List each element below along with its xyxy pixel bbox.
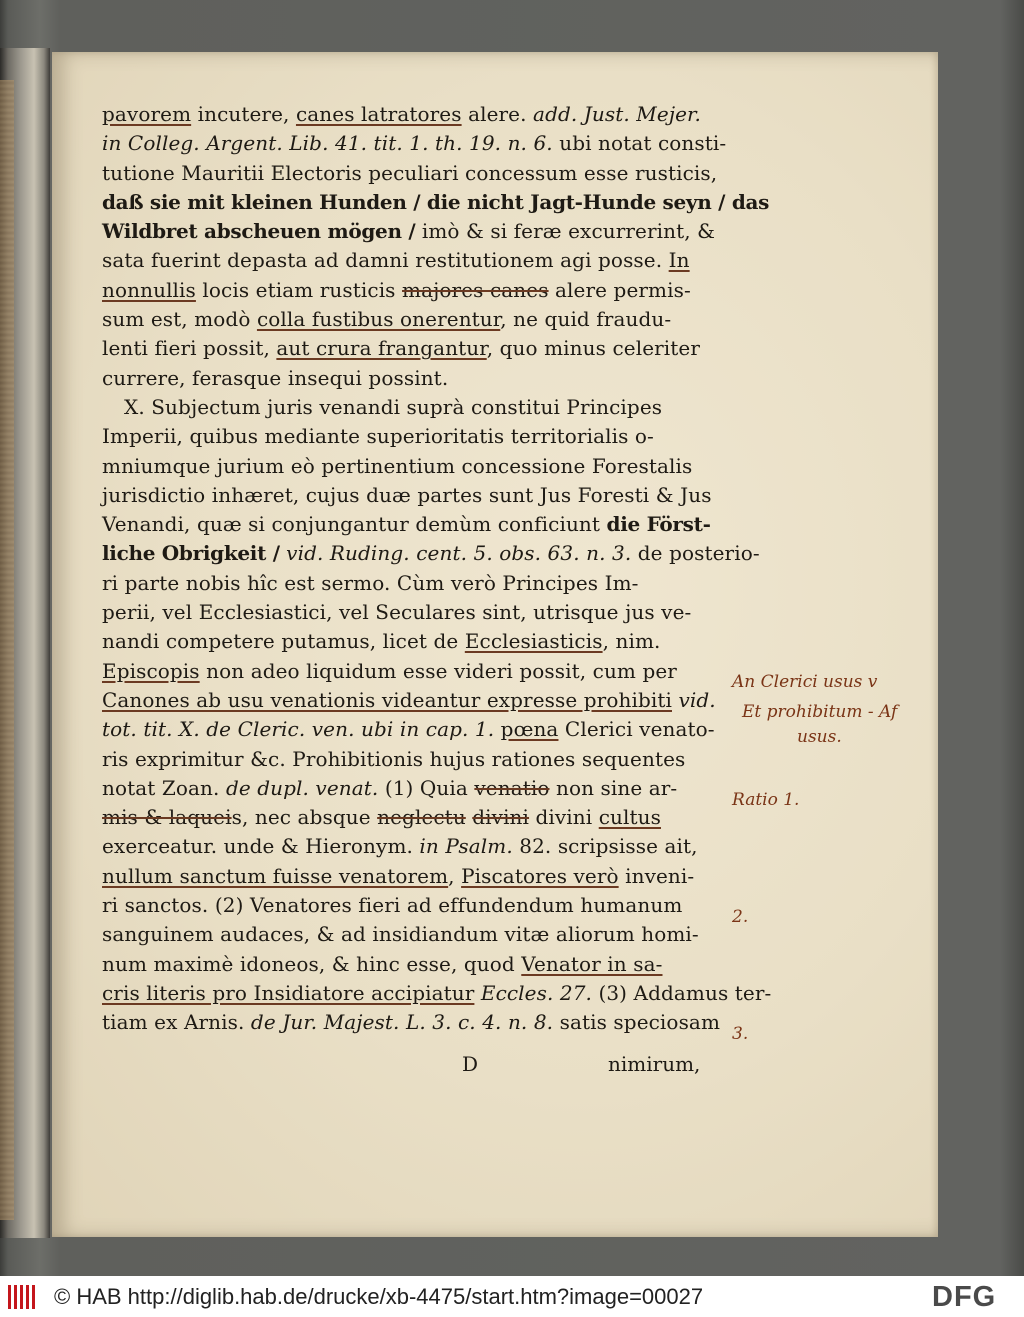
text-segment: inveni- — [618, 863, 695, 888]
text-segment: notat Zoan. — [102, 775, 226, 800]
text-segment: sata fuerint depasta ad damni restitutionem agi posse. — [102, 248, 669, 273]
text-segment: alere. — [461, 102, 534, 126]
margin-note: An Clerici usus v — [732, 672, 878, 692]
text-segment: divini — [472, 805, 530, 830]
text-segment: liche Obrigkeit / — [102, 541, 280, 566]
text-line — [102, 891, 762, 920]
text-segment: nandi competere putamus, licet de — [102, 629, 465, 654]
text-segment: (1) Quia — [378, 775, 475, 800]
text-line — [102, 129, 762, 158]
text-segment: currere, ferasque insequi possint. — [102, 365, 449, 390]
text-line — [102, 159, 762, 188]
text-segment: satis speciosam — [553, 1010, 721, 1035]
text-segment: exerceatur. unde & Hieronym. — [102, 834, 420, 859]
text-segment: Venandi, quæ si conjungantur demùm conficiunt — [102, 512, 607, 537]
text-segment: sanguinem audaces, & ad insidiandum vitæ aliorum homi- — [102, 922, 699, 947]
text-segment: de Jur. Majest. L. 3. c. 4. n. 8. — [250, 1010, 554, 1035]
margin-note: usus. — [797, 727, 842, 747]
text-segment: ri sanctos. (2) Venatores fieri ad effundendum humanum — [102, 893, 683, 918]
text-line — [102, 510, 762, 539]
text-segment: Piscatores verò — [461, 863, 619, 888]
text-segment: Eccles. 27. — [474, 980, 592, 1005]
text-segment: perii, vel Ecclesiastici, vel Seculares sint, utrisque jus ve- — [102, 600, 692, 625]
text-segment: add. Just. Mejer. — [533, 102, 701, 126]
binding-strip — [0, 80, 14, 1220]
text-segment: cultus — [598, 805, 661, 830]
text-line — [102, 774, 762, 803]
text-line — [102, 979, 772, 1008]
text-segment: X. Subjectum juris venandi suprà constitui Principes — [124, 394, 663, 419]
text-segment: cris literis pro Insidiatore accipiatur — [102, 980, 475, 1005]
text-segment: , ne quid fraudu- — [500, 307, 672, 332]
text-segment: Canones ab usu venationis videantur expresse prohibiti — [102, 687, 672, 712]
text-line — [102, 334, 762, 363]
text-segment: aut crura frangantur — [276, 336, 487, 361]
text-line — [102, 950, 762, 979]
text-line — [102, 569, 762, 598]
viewer-footer — [0, 1276, 1024, 1317]
text-line — [102, 276, 762, 305]
text-segment: divini — [529, 805, 599, 830]
text-segment: , quo minus celeriter — [486, 336, 701, 361]
text-segment: (3) Addamus ter- — [591, 980, 772, 1005]
text-segment: sum est, modò — [102, 307, 257, 332]
text-line — [102, 393, 762, 422]
hab-logo-icon — [8, 1285, 38, 1309]
text-line — [102, 686, 762, 715]
text-segment: neglectu — [377, 805, 466, 830]
text-segment: num maximè idoneos, & hinc esse, quod — [102, 951, 522, 976]
text-segment: imò & si feræ excurrerint, & — [415, 219, 716, 244]
text-segment: incutere, — [191, 102, 296, 126]
text-segment: s, nec absque — [231, 805, 378, 830]
text-line — [102, 627, 762, 656]
text-segment: in Psalm. — [419, 834, 513, 859]
text-segment: 82. scripsisse ait, — [512, 834, 698, 859]
text-segment: , — [448, 863, 462, 888]
text-segment: ri parte nobis hîc est sermo. Cùm verò Principes Im- — [102, 570, 639, 595]
text-line — [102, 452, 762, 481]
margin-note: Ratio 1. — [732, 790, 800, 810]
text-segment: jurisdictio inhæret, cujus duæ partes sunt Jus Foresti & Jus — [102, 482, 712, 507]
text-line — [102, 657, 762, 686]
text-segment: Imperii, quibus mediante superioritatis territorialis o- — [102, 424, 654, 449]
text-line — [102, 1008, 762, 1037]
text-segment: non adeo liquidum esse videri possit, cum per — [199, 658, 677, 683]
catchword: nimirum, — [608, 1052, 701, 1076]
text-segment: mis & laquei — [102, 805, 232, 830]
text-segment: de dupl. venat. — [225, 775, 379, 800]
text-segment: tot. tit. X. de Cleric. ven. ubi in cap. 1. — [102, 717, 495, 742]
text-segment: de posterio- — [631, 541, 760, 566]
text-segment: pœna — [500, 717, 559, 742]
text-line — [102, 832, 762, 861]
text-segment: In — [668, 248, 690, 273]
text-segment: vid. — [672, 687, 716, 712]
book-page — [52, 52, 938, 1237]
text-segment: Ecclesiasticis — [464, 629, 603, 654]
text-line — [102, 246, 762, 275]
source-credit-link[interactable]: © HAB http://diglib.hab.de/drucke/xb-4475/start.htm?image=00027 — [54, 1284, 704, 1309]
text-segment: nonnullis — [102, 277, 196, 302]
text-line — [102, 217, 762, 246]
text-segment: pavorem — [102, 102, 192, 126]
text-segment: tiam ex Arnis. — [102, 1010, 251, 1035]
text-line — [102, 539, 762, 568]
text-segment: non sine ar- — [549, 775, 678, 800]
text-segment: venatio — [474, 775, 550, 800]
text-segment: locis etiam rusticis — [195, 277, 403, 302]
margin-note: Et prohibitum - Af — [742, 702, 898, 722]
text-line — [102, 188, 770, 217]
text-segment: tutione Mauritii Electoris peculiari concessum esse rusticis, — [102, 160, 718, 185]
text-segment: ubi notat consti- — [552, 131, 727, 156]
text-segment: alere permis- — [548, 277, 691, 302]
text-line — [102, 364, 762, 393]
text-line — [102, 100, 762, 129]
text-segment: Venator in sa- — [521, 951, 663, 976]
signature-mark: D — [462, 1052, 479, 1076]
page-footer-marks — [102, 1052, 742, 1082]
dfg-logo: DFG — [932, 1281, 997, 1313]
text-segment: die Först- — [606, 512, 711, 537]
text-segment: ris exprimitur &c. Prohibitionis hujus rationes sequentes — [102, 746, 686, 771]
text-segment: canes latratores — [295, 102, 462, 126]
text-line — [102, 715, 762, 744]
text-segment: Episcopis — [102, 658, 200, 683]
text-line — [102, 305, 762, 334]
text-segment: in Colleg. Argent. Lib. 41. tit. 1. th. 19. n. 6. — [102, 131, 553, 156]
text-segment: Wildbret abscheuen mögen / — [102, 219, 416, 244]
margin-note: 3. — [732, 1024, 749, 1044]
text-segment: vid. Ruding. cent. 5. obs. 63. n. 3. — [279, 541, 632, 566]
text-segment: daß sie mit kleinen Hunden / die nicht Jagt-Hunde seyn / das — [102, 189, 770, 214]
text-line — [102, 422, 762, 451]
text-line — [102, 803, 762, 832]
text-line — [102, 745, 762, 774]
text-segment: majores canes — [402, 277, 549, 302]
text-segment: , nim. — [602, 629, 661, 654]
text-line — [102, 598, 762, 627]
margin-note: 2. — [732, 907, 749, 927]
text-line — [102, 862, 762, 891]
text-line — [102, 481, 762, 510]
text-segment: nullum sanctum fuisse venatorem — [102, 863, 449, 888]
text-segment: mniumque jurium eò pertinentium concessione Forestalis — [102, 453, 693, 478]
text-segment: Clerici venato- — [558, 717, 715, 742]
text-line — [102, 920, 762, 949]
text-segment: colla fustibus onerentur — [256, 307, 501, 332]
text-segment: lenti fieri possit, — [102, 336, 277, 361]
